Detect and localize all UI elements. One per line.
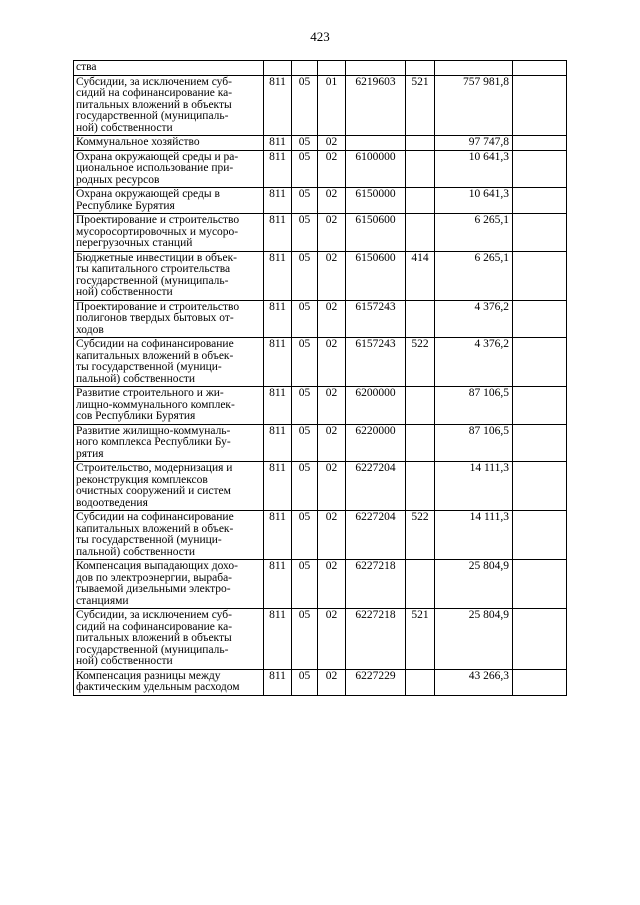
cell-section: 05 [292,150,318,188]
cell-section: 05 [292,560,318,609]
cell-admin-code: 811 [264,424,292,462]
cell-target-article: 6150600 [346,251,406,300]
cell-admin-code: 811 [264,387,292,425]
cell-expense-type: 522 [406,338,435,387]
cell-name-line: ной) собственности [76,286,173,298]
cell-name [74,150,264,188]
cell-admin-code [264,61,292,76]
cell-subsection: 02 [318,462,346,511]
cell-section: 05 [292,338,318,387]
cell-section: 05 [292,251,318,300]
cell-amount: 43 266,3 [435,669,513,695]
cell-subsection [318,61,346,76]
cell-target-article [346,61,406,76]
cell-name-line: Субсидии, за исключением суб- [76,609,232,621]
cell-name-line: лищно-коммунального комплек- [76,398,235,411]
cell-subsection: 02 [318,609,346,670]
cell-name-line: Строительство, модернизация и [76,462,233,474]
cell-subsection: 02 [318,560,346,609]
cell-extra [513,214,567,252]
cell-expense-type [406,560,435,609]
cell-target-article: 6100000 [346,150,406,188]
table-row [74,511,567,560]
cell-amount: 97 747,8 [435,136,513,151]
cell-amount: 4 376,2 [435,300,513,338]
cell-name-line: Проектирование и строительство [76,214,240,226]
cell-extra [513,300,567,338]
cell-name-line: пальной) собственности [76,545,196,558]
cell-target-article: 6227204 [346,511,406,560]
cell-admin-code: 811 [264,136,292,151]
cell-name [74,609,264,670]
cell-extra [513,511,567,560]
budget-table [73,60,567,696]
cell-name-line: Бюджетные инвестиции в объек- [76,251,238,264]
cell-name-line: Республике Бурятия [76,199,175,212]
cell-name [74,136,264,151]
cell-name [74,462,264,511]
cell-admin-code: 811 [264,669,292,695]
cell-expense-type [406,387,435,425]
cell-name [74,338,264,387]
cell-subsection: 01 [318,75,346,136]
cell-name-line: Охрана окружающей среды и ра- [76,150,239,163]
cell-name-line: капитальных вложений в объек- [76,522,234,535]
cell-extra [513,560,567,609]
cell-name-line: ты государственной (муници- [76,534,222,546]
cell-name-line: Компенсация выпадающих дохо- [76,560,238,572]
cell-target-article: 6227204 [346,462,406,511]
table-row [74,462,567,511]
cell-name-line: родных ресурсов [76,173,160,186]
cell-amount: 10 641,3 [435,150,513,188]
cell-expense-type: 522 [406,511,435,560]
cell-name-line: ной) собственности [76,121,173,134]
cell-name-line: полигонов твердых бытовых от- [76,312,234,324]
cell-target-article: 6150600 [346,214,406,252]
cell-name-line: капитальных вложений в объек- [76,349,234,362]
cell-expense-type [406,150,435,188]
cell-name-line: Охрана окружающей среды в [76,188,220,200]
cell-subsection: 02 [318,136,346,151]
table-row [74,560,567,609]
cell-admin-code: 811 [264,214,292,252]
cell-name-line: фактическим удельным расходом [76,681,240,693]
page-number: 423 [310,29,330,44]
cell-admin-code: 811 [264,338,292,387]
cell-section: 05 [292,511,318,560]
cell-name-line: ходов [76,323,104,336]
cell-name-line: реконструкция комплексов [76,473,208,486]
table-row [74,300,567,338]
cell-name-line: ты капитального строительства [76,263,231,275]
cell-section: 05 [292,136,318,151]
cell-name-line: Компенсация разницы между [76,669,221,682]
cell-admin-code: 811 [264,188,292,214]
cell-name-line: Развитие строительного и жи- [76,387,224,399]
cell-subsection: 02 [318,387,346,425]
cell-name-line: государственной (муниципаль- [76,643,229,656]
cell-amount: 14 111,3 [435,462,513,511]
table-body [74,61,567,696]
cell-name [74,188,264,214]
table-row [74,609,567,670]
cell-name-line: Субсидии на софинансирование [76,511,234,523]
cell-expense-type [406,462,435,511]
cell-target-article: 6219603 [346,75,406,136]
cell-name-line: Проектирование и строительство [76,300,240,313]
cell-expense-type [406,300,435,338]
cell-section: 05 [292,387,318,425]
cell-name-line: циональное использование при- [76,162,234,174]
cell-name [74,75,264,136]
cell-amount: 6 265,1 [435,251,513,300]
cell-name-line: Развитие жилищно-коммуналь- [76,424,231,437]
cell-name-line: Субсидии, за исключением суб- [76,75,232,88]
cell-section: 05 [292,75,318,136]
cell-extra [513,61,567,76]
cell-section [292,61,318,76]
cell-admin-code: 811 [264,462,292,511]
cell-expense-type [406,214,435,252]
cell-amount: 14 111,3 [435,511,513,560]
cell-extra [513,150,567,188]
cell-extra [513,338,567,387]
table-row [74,61,567,76]
cell-target-article: 6157243 [346,338,406,387]
cell-expense-type: 414 [406,251,435,300]
cell-name-line: Субсидии на софинансирование [76,338,234,350]
cell-extra [513,669,567,695]
cell-name-line: очистных сооружений и систем [76,485,231,497]
cell-name-line: ства [76,61,97,73]
cell-target-article [346,136,406,151]
cell-extra [513,136,567,151]
cell-section: 05 [292,424,318,462]
cell-admin-code: 811 [264,511,292,560]
cell-amount: 87 106,5 [435,387,513,425]
cell-name [74,669,264,695]
table-row [74,136,567,151]
cell-expense-type: 521 [406,75,435,136]
cell-name-line: мусоросортировочных и мусоро- [76,225,239,238]
cell-amount: 4 376,2 [435,338,513,387]
cell-name-line: питальных вложений в объекты [76,632,232,644]
table-row [74,251,567,300]
cell-amount: 10 641,3 [435,188,513,214]
cell-name-line: сидий на софинансирование ка- [76,620,233,633]
cell-section: 05 [292,462,318,511]
cell-expense-type [406,61,435,76]
cell-name [74,214,264,252]
cell-admin-code: 811 [264,150,292,188]
cell-subsection: 02 [318,669,346,695]
table-row [74,75,567,136]
cell-name [74,560,264,609]
cell-subsection: 02 [318,251,346,300]
cell-name-line: ты государственной (муници- [76,361,222,373]
cell-admin-code: 811 [264,560,292,609]
cell-name [74,251,264,300]
cell-target-article: 6227218 [346,560,406,609]
cell-expense-type [406,188,435,214]
cell-expense-type: 521 [406,609,435,670]
cell-name-line: ной) собственности [76,655,173,667]
cell-amount: 6 265,1 [435,214,513,252]
cell-target-article: 6200000 [346,387,406,425]
cell-name-line: государственной (муниципаль- [76,110,229,122]
cell-extra [513,387,567,425]
cell-section: 05 [292,214,318,252]
cell-amount: 25 804,9 [435,560,513,609]
cell-amount: 757 981,8 [435,75,513,136]
cell-expense-type [406,136,435,151]
cell-amount: 87 106,5 [435,424,513,462]
cell-name [74,424,264,462]
cell-expense-type [406,424,435,462]
cell-name-line: питальных вложений в объекты [76,98,232,111]
cell-name-line: тываемой дизельными электро- [76,583,231,595]
cell-target-article: 6227229 [346,669,406,695]
cell-amount [435,61,513,76]
cell-name-line: дов по электроэнергии, выраба- [76,571,233,584]
cell-subsection: 02 [318,150,346,188]
cell-extra [513,424,567,462]
cell-target-article: 6220000 [346,424,406,462]
cell-target-article: 6157243 [346,300,406,338]
cell-name [74,61,264,76]
cell-amount: 25 804,9 [435,609,513,670]
cell-target-article: 6150000 [346,188,406,214]
cell-subsection: 02 [318,424,346,462]
cell-subsection: 02 [318,300,346,338]
table-row [74,387,567,425]
cell-subsection: 02 [318,214,346,252]
cell-name-line: государственной (муниципаль- [76,274,229,287]
cell-extra [513,75,567,136]
cell-extra [513,251,567,300]
table-row [74,669,567,695]
cell-name-line: станциями [76,594,129,607]
cell-name-line: рятия [76,447,104,460]
cell-name-line: пальной) собственности [76,372,196,385]
cell-section: 05 [292,609,318,670]
cell-admin-code: 811 [264,251,292,300]
cell-name [74,387,264,425]
cell-extra [513,609,567,670]
cell-name-line: перегрузочных станций [76,237,193,249]
cell-admin-code: 811 [264,609,292,670]
cell-name [74,511,264,560]
cell-section: 05 [292,300,318,338]
cell-expense-type [406,669,435,695]
cell-name-line: сидий на софинансирование ка- [76,87,233,99]
cell-subsection: 02 [318,511,346,560]
cell-name [74,300,264,338]
cell-section: 05 [292,669,318,695]
cell-name-line: водоотведения [76,496,148,509]
cell-name-line: ного комплекса Республики Бу- [76,436,231,448]
table-row [74,338,567,387]
cell-subsection: 02 [318,188,346,214]
cell-extra [513,188,567,214]
table-row [74,188,567,214]
table-row [74,424,567,462]
cell-extra [513,462,567,511]
cell-name-line: сов Республики Бурятия [76,410,196,422]
table-row [74,150,567,188]
cell-admin-code: 811 [264,300,292,338]
cell-name-line: Коммунальное хозяйство [76,136,200,148]
table-row [74,214,567,252]
cell-target-article: 6227218 [346,609,406,670]
cell-section: 05 [292,188,318,214]
cell-admin-code: 811 [264,75,292,136]
cell-subsection: 02 [318,338,346,387]
